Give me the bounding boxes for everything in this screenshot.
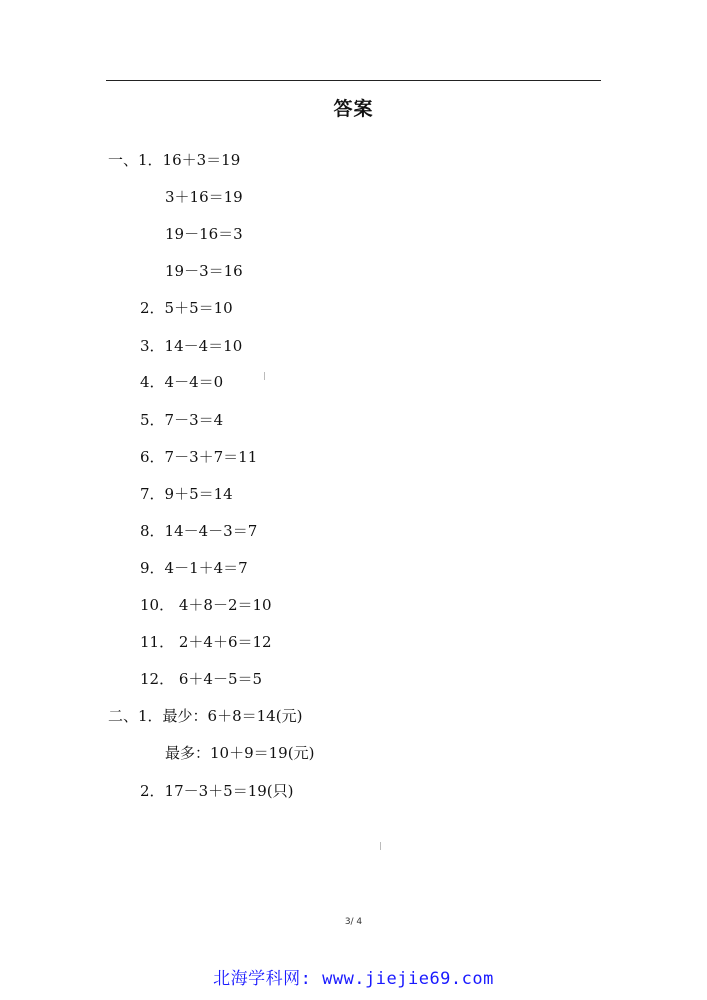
answer-line: 11． 2＋4＋6＝12 xyxy=(140,633,272,651)
answer-line: 最多：10＋9＝19(元) xyxy=(165,744,315,762)
answer-line: 2．5＋5＝10 xyxy=(140,299,233,317)
answer-line: 9．4－1＋4＝7 xyxy=(140,559,248,577)
footer-watermark[interactable]: 北海学科网: www.jiejie69.com xyxy=(213,969,494,989)
answer-line: 19－16＝3 xyxy=(165,225,243,243)
answer-line: 一、1．16＋3＝19 xyxy=(108,151,241,169)
answer-line: 2．17－3＋5＝19(只) xyxy=(140,782,294,800)
answer-line: 3＋16＝19 xyxy=(165,188,243,206)
answer-line: 5．7－3＝4 xyxy=(140,411,224,429)
header-rule xyxy=(106,80,601,81)
answer-line: 8．14－4－3＝7 xyxy=(140,522,258,540)
scan-speck xyxy=(264,372,265,380)
answer-line: 10． 4＋8－2＝10 xyxy=(140,596,272,614)
answer-line: 6．7－3＋7＝11 xyxy=(140,448,258,466)
answer-line: 12． 6＋4－5＝5 xyxy=(140,670,263,688)
answer-line: 7．9＋5＝14 xyxy=(140,485,233,503)
answer-line: 19－3＝16 xyxy=(165,262,243,280)
answer-line: 4．4－4＝0 xyxy=(140,373,224,391)
answer-line: 3．14－4＝10 xyxy=(140,337,243,355)
page-title: 答案 xyxy=(333,98,374,120)
scan-speck xyxy=(380,842,381,850)
answer-line: 二、1．最少：6＋8＝14(元) xyxy=(108,707,303,725)
page-number: 3/ 4 xyxy=(344,917,363,927)
